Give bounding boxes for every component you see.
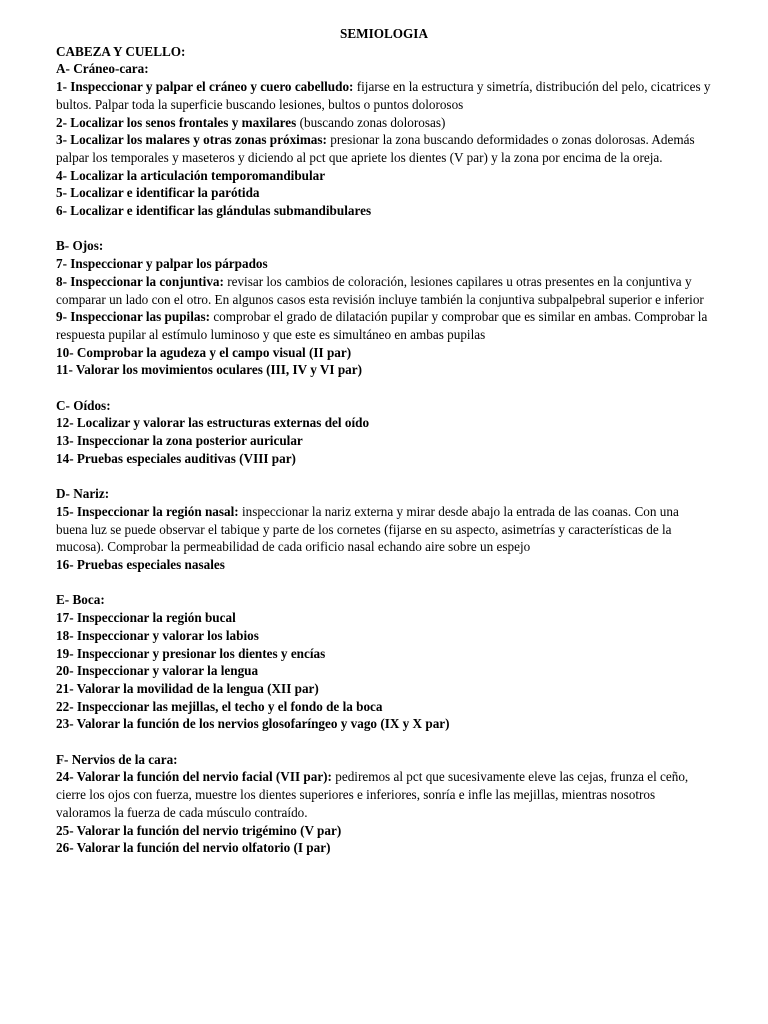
section-label: A- Cráneo-cara: — [56, 61, 149, 77]
document-title: SEMIOLOGIA — [340, 26, 428, 41]
item-title: 8- Inspeccionar la conjuntiva: — [56, 273, 224, 289]
item-description: revisar los cambios de coloración, lesiones capilares u otras presentes en la conjuntiva y comparar un lado con el otro. En algunos casos esta revisión incluye también la conjuntiva subpalpebral superior e inferior — [56, 273, 704, 307]
item-title: 15- Inspeccionar la región nasal: — [56, 503, 239, 519]
list-item — [56, 167, 712, 185]
list-item — [56, 609, 712, 627]
item-title: 20- Inspeccionar y valorar la lengua — [56, 663, 259, 679]
item-title: 22- Inspeccionar las mejillas, el techo y el fondo de la boca — [56, 698, 383, 714]
item-title: 24- Valorar la función del nervio facial (VII par): — [56, 769, 332, 785]
item-title: 21- Valorar la movilidad de la lengua (XII par) — [56, 680, 319, 696]
item-title: 10- Comprobar la agudeza y el campo visual (II par) — [56, 344, 352, 360]
list-item — [56, 680, 712, 698]
list-item — [56, 822, 712, 840]
list-item — [56, 450, 712, 468]
list-item — [56, 715, 712, 733]
list-item — [56, 662, 712, 680]
list-item — [56, 556, 712, 574]
section — [56, 751, 712, 857]
list-item — [56, 839, 712, 857]
item-title: 7- Inspeccionar y palpar los párpados — [56, 256, 268, 272]
item-title: 14- Pruebas especiales auditivas (VIII par) — [56, 450, 296, 466]
section-spacer — [56, 468, 712, 486]
item-title: 25- Valorar la función del nervio trigémino (V par) — [56, 822, 342, 838]
section — [56, 485, 712, 574]
section — [56, 397, 712, 468]
item-title: 4- Localizar la articulación temporomandibular — [56, 167, 326, 183]
item-description: inspeccionar la nariz externa y mirar desde abajo la entrada de las coanas. Con una buena luz se puede observar el tabique y parte de los cornetes (fijarse en su aspecto, asimetrías y características de la mucosa). Comprobar la permeabilidad de cada orificio nasal echando aire sobre un espejo — [56, 503, 679, 555]
list-item — [56, 768, 712, 821]
section-spacer — [56, 220, 712, 238]
section-label: D- Nariz: — [56, 486, 110, 502]
section-label: B- Ojos: — [56, 238, 104, 254]
list-item — [56, 202, 712, 220]
list-item — [56, 344, 712, 362]
section-label: F- Nervios de la cara: — [56, 751, 178, 767]
item-title: 18- Inspeccionar y valorar los labios — [56, 627, 259, 643]
item-title: 17- Inspeccionar la región bucal — [56, 610, 236, 626]
section-spacer — [56, 574, 712, 592]
section-spacer — [56, 379, 712, 397]
item-title: 9- Inspeccionar las pupilas: — [56, 309, 211, 325]
item-title: 3- Localizar los malares y otras zonas próximas: — [56, 132, 327, 148]
list-item — [56, 503, 712, 556]
item-title: 23- Valorar la función de los nervios glosofaríngeo y vago (IX y X par) — [56, 716, 450, 732]
item-title: 5- Localizar e identificar la parótida — [56, 185, 260, 201]
list-item — [56, 432, 712, 450]
section-spacer — [56, 733, 712, 751]
item-description: presionar la zona buscando deformidades o zonas dolorosas. Además palpar los temporales y maseteros y diciendo al pct que apriete los dientes (V par) y la zona por encima de la oreja. — [56, 132, 695, 165]
list-item — [56, 627, 712, 645]
item-title: 16- Pruebas especiales nasales — [56, 557, 225, 573]
item-title: 19- Inspeccionar y presionar los dientes y encías — [56, 645, 326, 661]
list-item — [56, 308, 712, 343]
section-label: E- Boca: — [56, 592, 105, 608]
list-item — [56, 78, 712, 113]
item-title: 26- Valorar la función del nervio olfatorio (I par) — [56, 840, 331, 856]
section — [56, 591, 712, 733]
list-item — [56, 114, 712, 132]
list-item — [56, 184, 712, 202]
main-heading: CABEZA Y CUELLO: — [56, 43, 186, 59]
list-item — [56, 131, 712, 166]
section — [56, 60, 712, 219]
item-description: pediremos al pct que sucesivamente eleve las cejas, frunza el ceño, cierre los ojos con fuerza, muestre los dientes superiores e inferiores, sonría e infle las mejillas, mientras nosotros valoramos la fuerza de cada músculo contraído. — [56, 769, 689, 820]
item-title: 11- Valorar los movimientos oculares (III, IV y VI par) — [56, 362, 363, 378]
list-item — [56, 645, 712, 663]
list-item — [56, 273, 712, 308]
list-item — [56, 255, 712, 273]
item-title: 13- Inspeccionar la zona posterior auricular — [56, 433, 303, 449]
item-description: fijarse en la estructura y simetría, distribución del pelo, cicatrices y bultos. Palpar toda la superficie buscando lesiones, bultos o puntos dolorosos — [56, 79, 711, 112]
item-description: comprobar el grado de dilatación pupilar y comprobar que es similar en ambas. Comprobar la respuesta pupilar al estímulo luminoso y que este es simultáneo en ambas pupilas — [56, 309, 708, 342]
item-title: 2- Localizar los senos frontales y maxilares — [56, 114, 297, 130]
section — [56, 237, 712, 379]
item-title: 6- Localizar e identificar las glándulas submandibulares — [56, 203, 372, 219]
list-item — [56, 361, 712, 379]
list-item — [56, 414, 712, 432]
item-description: (buscando zonas dolorosas) — [296, 114, 446, 130]
sections-container — [56, 60, 712, 857]
section-label: C- Oídos: — [56, 397, 111, 413]
list-item — [56, 698, 712, 716]
item-title: 12- Localizar y valorar las estructuras externas del oído — [56, 415, 370, 431]
item-title: 1- Inspeccionar y palpar el cráneo y cuero cabelludo: — [56, 79, 354, 95]
